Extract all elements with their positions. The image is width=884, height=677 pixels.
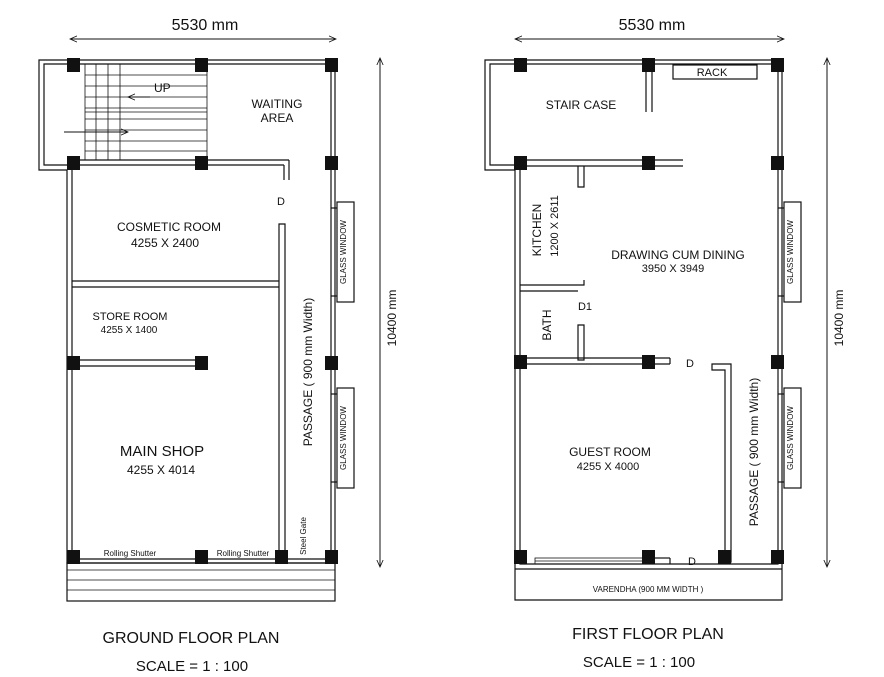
stair-case-label: STAIR CASE	[545, 98, 617, 112]
cosmetic-room-name: COSMETIC ROOM	[117, 220, 221, 234]
ground-outer-wall	[39, 60, 335, 563]
bath-label: BATH	[540, 309, 554, 341]
first-floor-plan	[485, 17, 846, 671]
first-glass-window-bottom-label: GLASS WINDOW	[786, 405, 795, 471]
drawing-dining-name: DRAWING CUM DINING	[611, 248, 745, 262]
staircase-treads	[85, 64, 207, 160]
ground-floor-title: GROUND FLOOR PLAN	[102, 630, 280, 647]
guest-room-name: GUEST ROOM	[569, 445, 651, 459]
first-columns	[514, 58, 784, 564]
ground-glass-window-top-label: GLASS WINDOW	[339, 219, 348, 285]
kitchen-name: KITCHEN	[530, 203, 544, 257]
front-steps	[67, 563, 335, 601]
ground-door-label: D	[277, 196, 285, 208]
steel-gate-label: Steel Gate	[299, 517, 308, 555]
ground-floor-scale: SCALE = 1 : 100	[135, 658, 249, 675]
first-outer-wall	[485, 60, 782, 600]
ground-outer-wall-inner	[44, 64, 331, 559]
cosmetic-room-size: 4255 X 2400	[130, 236, 200, 250]
passage-partition-wall	[279, 224, 285, 560]
ground-passage-label: PASSAGE ( 900 mm Width)	[301, 297, 315, 447]
first-glass-window-top-label: GLASS WINDOW	[786, 219, 795, 285]
first-width-dimension: 5530 mm	[618, 17, 686, 34]
rolling-shutter-right: Rolling Shutter	[216, 549, 270, 558]
waiting-area-label-2: AREA	[260, 111, 294, 125]
first-floor-title: FIRST FLOOR PLAN	[572, 626, 724, 643]
first-floor-scale: SCALE = 1 : 100	[582, 654, 696, 671]
ground-width-dimension: 5530 mm	[171, 17, 239, 34]
ground-glass-window-bottom-label: GLASS WINDOW	[339, 405, 348, 471]
first-passage-label: PASSAGE ( 900 mm Width)	[747, 377, 761, 527]
passage-door-label: D	[688, 556, 696, 568]
rolling-shutter-left: Rolling Shutter	[103, 549, 157, 558]
store-room-size: 4255 X 1400	[100, 325, 158, 336]
ground-height-dimension: 10400 mm	[385, 289, 399, 347]
ground-floor-plan	[39, 17, 399, 675]
first-passage-wall	[712, 364, 731, 562]
rack-label: RACK	[696, 67, 728, 79]
drawing-dining-size: 3950 X 3949	[641, 263, 705, 275]
bath-door-label: D1	[577, 301, 593, 313]
kitchen-size: 1200 X 2611	[549, 195, 561, 257]
stair-up-label: UP	[154, 81, 171, 95]
guest-room-size: 4255 X 4000	[576, 461, 640, 473]
store-room-name: STORE ROOM	[92, 311, 168, 323]
main-shop-name: MAIN SHOP	[119, 443, 205, 460]
first-outer-wall-inner	[490, 64, 778, 564]
first-height-dimension: 10400 mm	[832, 289, 846, 347]
varendha-label: VARENDHA (900 MM WIDTH )	[592, 585, 704, 594]
main-shop-size: 4255 X 4014	[126, 463, 196, 477]
waiting-area-label-1: WAITING	[251, 97, 303, 111]
guest-room-door-label: D	[686, 358, 694, 370]
